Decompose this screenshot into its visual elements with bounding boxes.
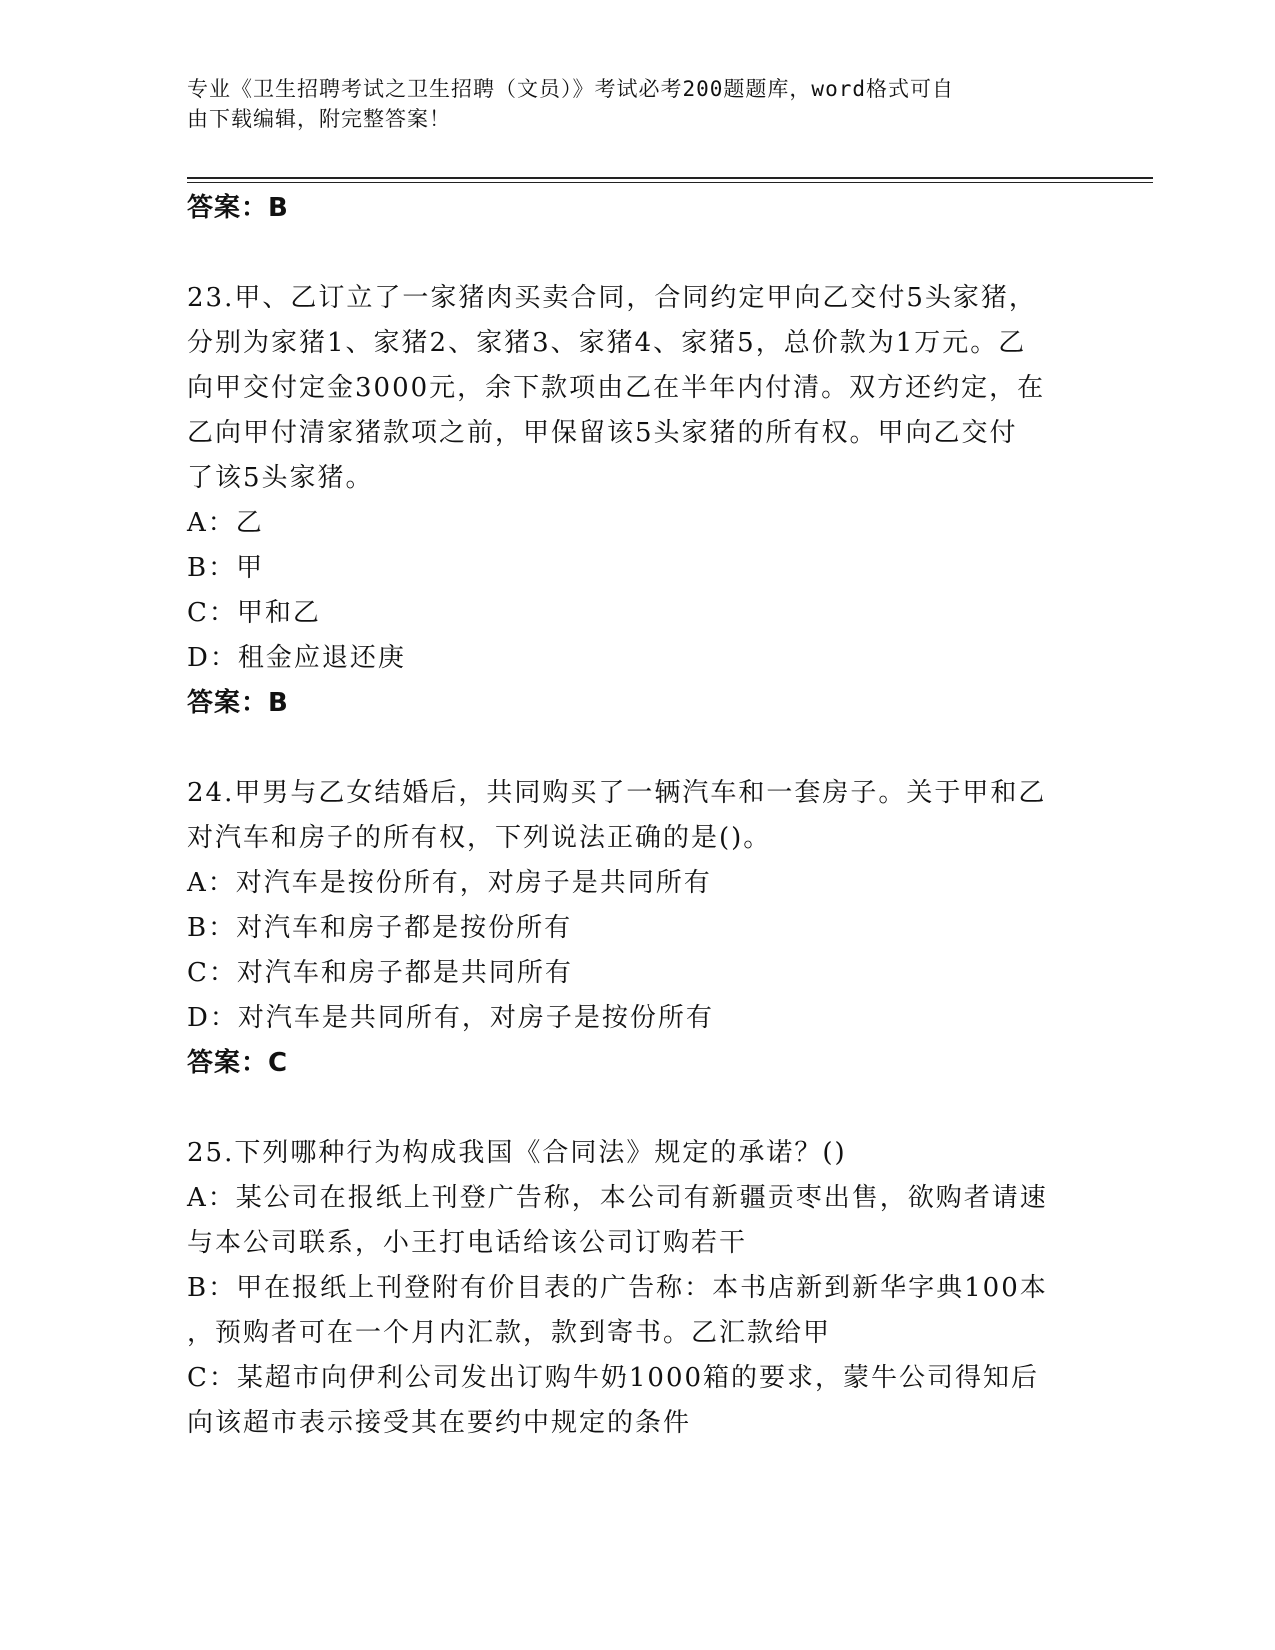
question-23: [187, 276, 1087, 726]
option-c-line-2: 向该超市表示接受其在要约中规定的条件: [187, 1408, 692, 1438]
option-b-line-2: ，预购者可在一个月内汇款，款到寄书。乙汇款给甲: [187, 1318, 832, 1348]
question-text-line: 25.下列哪种行为构成我国《合同法》规定的承诺？(): [187, 1138, 847, 1168]
question-text-line: 对汽车和房子的所有权，下列说法正确的是()。: [187, 823, 772, 853]
question-text-line: 分别为家猪1、家猪2、家猪3、家猪4、家猪5，总价款为1万元。乙: [187, 328, 1027, 358]
question-text-line: 24.甲男与乙女结婚后，共同购买了一辆汽车和一套房子。关于甲和乙: [187, 778, 1047, 808]
option-d: D：对汽车是共同所有，对房子是按份所有: [187, 1003, 714, 1033]
option-b: B：对汽车和房子都是按份所有: [187, 913, 573, 943]
header-line-2: 由下载编辑，附完整答案！: [187, 107, 451, 131]
question-text-line: 了该5头家猪。: [187, 463, 374, 493]
spacer: [187, 1086, 1087, 1131]
option-c: C：对汽车和房子都是共同所有: [187, 958, 573, 988]
header-rule-thin: [187, 182, 1153, 183]
question-24: [187, 771, 1087, 1086]
spacer: [187, 726, 1087, 771]
option-a: A：乙: [187, 508, 264, 538]
spacer: [187, 231, 1087, 276]
document-body: [187, 186, 1087, 1446]
option-b-line-1: B：甲在报纸上刊登附有价目表的广告称：本书店新到新华字典100本: [187, 1273, 1048, 1303]
question-text-line: 向甲交付定金3000元，余下款项由乙在半年内付清。双方还约定，在: [187, 373, 1046, 403]
option-a: A：对汽车是按份所有，对房子是共同所有: [187, 868, 712, 898]
answer-23: 答案：B: [187, 688, 289, 718]
header-line-1: 专业《卫生招聘考试之卫生招聘（文员）》考试必考200题题库，word格式可自: [187, 77, 954, 101]
question-text-line: 乙向甲付清家猪款项之前，甲保留该5头家猪的所有权。甲向乙交付: [187, 418, 1018, 448]
option-a-line-1: A：某公司在报纸上刊登广告称，本公司有新疆贡枣出售，欲购者请速: [187, 1183, 1048, 1213]
document-header: [187, 74, 1067, 134]
answer-previous: 答案：B: [187, 193, 289, 223]
option-b: B：甲: [187, 553, 265, 583]
option-d: D：租金应退还庚: [187, 643, 406, 673]
option-a-line-2: 与本公司联系，小王打电话给该公司订购若干: [187, 1228, 748, 1258]
option-c-line-1: C：某超市向伊利公司发出订购牛奶1000箱的要求，蒙牛公司得知后: [187, 1363, 1040, 1393]
option-c: C：甲和乙: [187, 598, 321, 628]
answer-24: 答案：C: [187, 1048, 289, 1078]
header-rule-thick: [187, 177, 1153, 179]
question-25: [187, 1131, 1087, 1446]
question-text-line: 23.甲、乙订立了一家猪肉买卖合同，合同约定甲向乙交付5头家猪，: [187, 283, 1037, 313]
